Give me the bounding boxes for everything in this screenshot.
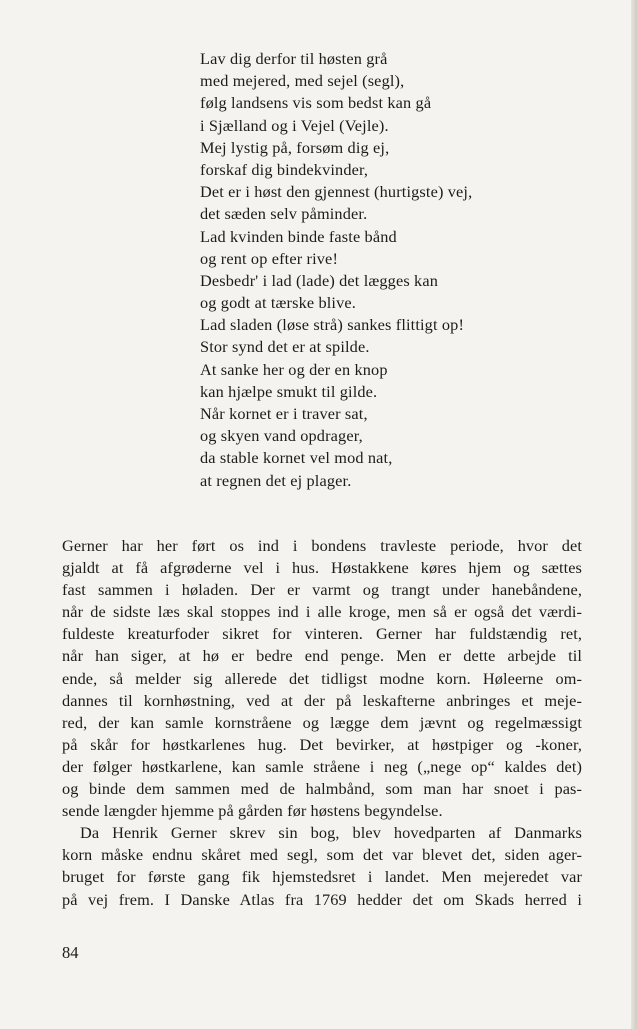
- poem-line: Lad kvinden binde faste bånd: [200, 226, 397, 246]
- poem-line: det sæden selv påminder.: [200, 204, 368, 224]
- body-text-line: der følger høstkarlene, kan samle stråene i neg („nege op“ kaldes det): [62, 756, 582, 776]
- body-text-line: red, der kan samle kornstråene og lægge dem jævnt og regelmæssigt: [62, 712, 582, 732]
- poem-line: Når kornet er i traver sat,: [200, 404, 368, 423]
- poem: [200, 48, 540, 492]
- body-text-line: og binde dem sammen med de halmbånd, som man har snoet i pas-: [62, 779, 582, 799]
- poem-line: følg landsens vis som bedst kan gå: [200, 93, 432, 113]
- body-text-line: når han siger, at hø er bedre end penge. Men er dette arbejde til: [62, 646, 582, 666]
- poem-line: At sanke her og der en knop: [200, 359, 388, 379]
- page-number: 84: [62, 943, 79, 962]
- page-edge: [631, 0, 637, 1029]
- poem-line: med mejered, med sejel (segl),: [200, 71, 405, 91]
- poem-line: Stor synd det er at spilde.: [200, 337, 370, 357]
- poem-line: Mej lystig på, forsøm dig ej,: [200, 137, 390, 157]
- body-text-line: på skår for høstkarlenes hug. Det bevirker, at høstpiger og -koner,: [62, 734, 582, 754]
- body-text-line: fast sammen i høladen. Der er varmt og trangt under hanebåndene,: [62, 580, 582, 600]
- poem-line: i Sjælland og i Vejel (Vejle).: [200, 115, 389, 135]
- poem-line: da stable kornet vel mod nat,: [200, 448, 393, 468]
- body-text-line: gjaldt at få afgrøderne vel i hus. Høstakkene køres hjem og sættes: [62, 558, 582, 578]
- body-text-line: sende længder hjemme på gården før høstens begyndelse.: [62, 801, 443, 821]
- body-text-line: bruget for første gang fik hjemstedsret i landet. Men mejeredet var: [62, 867, 582, 887]
- body-text-line: Da Henrik Gerner skrev sin bog, blev hovedparten af Danmarks: [80, 823, 582, 843]
- body-text-line: på vej frem. I Danske Atlas fra 1769 hedder det om Skads herred i: [62, 889, 582, 909]
- poem-line: Desbedr' i lad (lade) det lægges kan: [200, 270, 439, 290]
- poem-line: Lad sladen (løse strå) sankes flittigt op!: [200, 315, 465, 335]
- poem-line: kan hjælpe smukt til gilde.: [200, 381, 378, 401]
- body-text-line: dannes til kornhøstning, ved at der på leskafterne anbringes et meje-: [62, 690, 582, 710]
- poem-line: Det er i høst den gjennest (hurtigste) vej,: [200, 182, 473, 202]
- poem-line: at regnen det ej plager.: [200, 470, 352, 490]
- poem-line: og rent op efter rive!: [200, 248, 339, 268]
- body-text: [62, 535, 582, 911]
- body-text-line: Gerner har her ført os ind i bondens travleste periode, hvor det: [62, 536, 582, 555]
- poem-line: og godt at tærske blive.: [200, 293, 356, 313]
- body-text-line: fuldeste kreaturfoder sikret for vinteren. Gerner har fuldstændig ret,: [62, 624, 582, 644]
- poem-line: og skyen vand opdrager,: [200, 426, 363, 446]
- poem-line: forskaf dig bindekvinder,: [200, 159, 369, 179]
- body-text-line: korn måske endnu skåret med segl, som det var blevet det, siden ager-: [62, 845, 582, 865]
- body-text-line: ende, så melder sig allerede det tidligst modne korn. Høleerne om-: [62, 668, 582, 688]
- poem-line: Lav dig derfor til høsten grå: [200, 49, 388, 68]
- body-text-line: når de sidste læs skal stoppes ind i alle kroge, men så er også det værdi-: [62, 602, 582, 622]
